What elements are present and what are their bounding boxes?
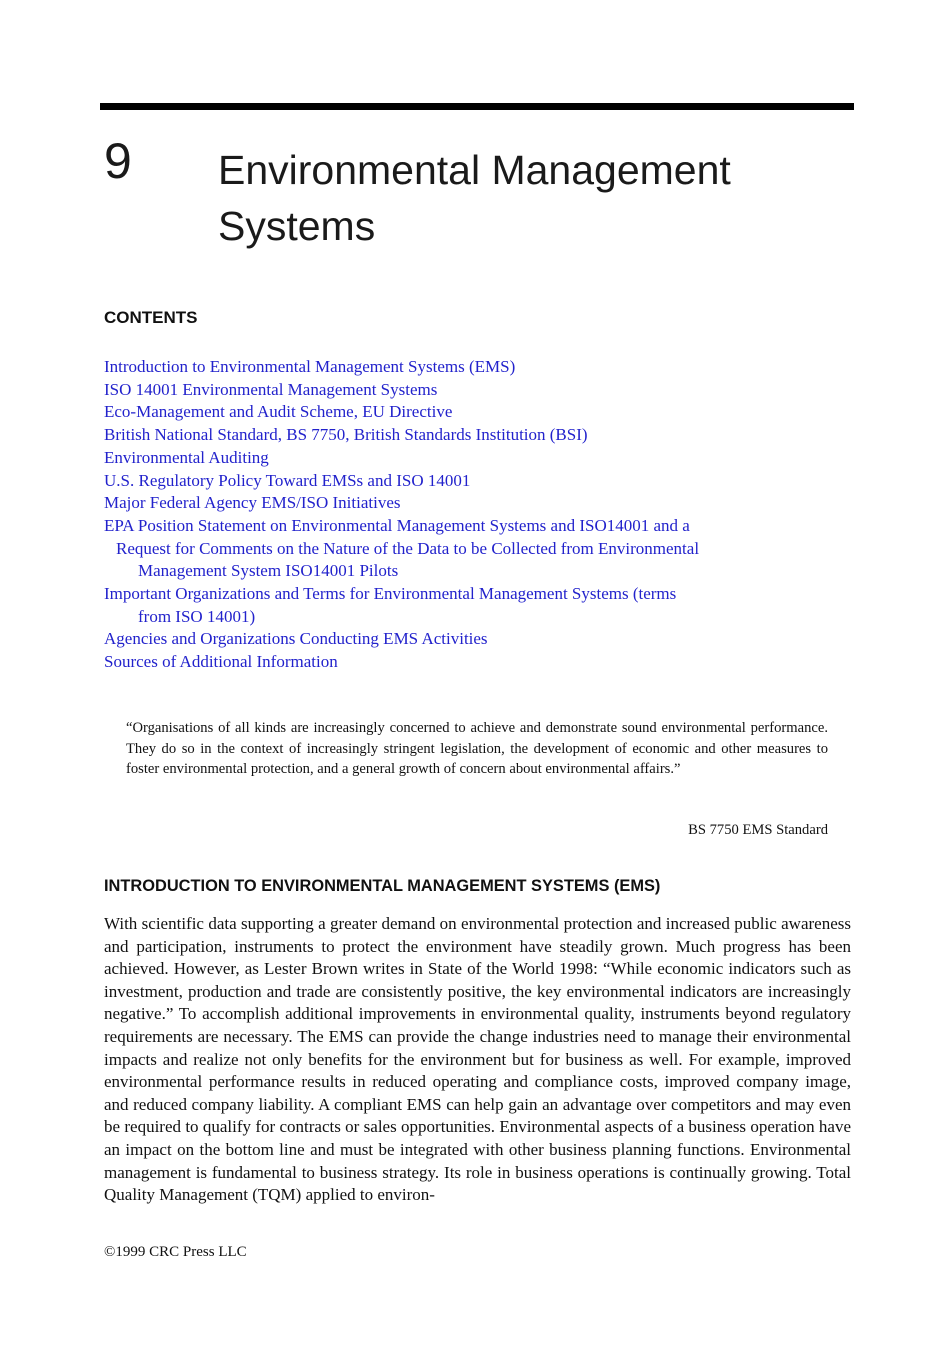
chapter-title	[218, 142, 838, 254]
copyright-footer: ©1999 CRC Press LLC	[104, 1244, 247, 1260]
toc-item	[104, 651, 804, 674]
toc-link-federal-agency-initiatives[interactable]: Major Federal Agency EMS/ISO Initiatives	[104, 493, 401, 513]
toc-item	[104, 583, 804, 628]
toc-link-important-organizations-cont-1[interactable]: from ISO 14001)	[138, 606, 256, 626]
toc-item	[104, 356, 804, 379]
toc-link-iso-14001[interactable]: ISO 14001 Environmental Management Systems	[104, 379, 438, 399]
toc-link-environmental-auditing[interactable]: Environmental Auditing	[104, 447, 269, 467]
chapter-top-rule	[100, 103, 854, 110]
toc-item	[104, 401, 804, 424]
chapter-title-line-1: Environmental Management	[218, 147, 731, 193]
chapter-title-line-2: Systems	[218, 203, 376, 249]
toc-item	[104, 424, 804, 447]
chapter-number: 9	[104, 133, 132, 189]
toc-link-introduction[interactable]: Introduction to Environmental Management Systems (EMS)	[104, 357, 516, 376]
toc-link-epa-position-statement-cont-2[interactable]: Management System ISO14001 Pilots	[138, 561, 399, 581]
toc-link-additional-information[interactable]: Sources of Additional Information	[104, 652, 338, 672]
toc-item	[104, 492, 804, 515]
toc-link-epa-position-statement-cont-1[interactable]: Request for Comments on the Nature of the Data to be Collected from Environmental	[116, 538, 700, 558]
toc-link-important-organizations[interactable]: Important Organizations and Terms for Environmental Management Systems (terms	[104, 584, 677, 604]
section-body-paragraph: With scientific data supporting a greater demand on environmental protection and increased public awareness and participation, instruments to protect the environment have steadily grown. Much progress has been achieved. However, as Lester Brown writes in State of the World 1998: “While economic indicators such as investment, production and trade are consistently positive, the key environmental indicators are increasingly negative.” To accomplish additional improvements in environmental quality, instruments beyond regulatory requirements are necessary. The EMS can provide the change industries need to manage their environmental impacts and realize not only benefits for the environment but for business as well. For example, improved environmental performance results in reduced operating and compliance costs, improved company image, and reduced company liability. A compliant EMS can help gain an advantage over competitors and may even be required to qualify for contracts or sales opportunities. Environmental aspects of a business operation have an impact on the bottom line and must be integrated with other business planning functions. Environmental management is fundamental to business strategy. Its role in business operations is continually growing. Total Quality Management (TQM) applied to environ-	[104, 914, 851, 1205]
toc-link-agencies-organizations[interactable]: Agencies and Organizations Conducting EMS Activities	[104, 629, 488, 649]
section-heading: INTRODUCTION TO ENVIRONMENTAL MANAGEMENT SYSTEMS (EMS)	[104, 877, 661, 895]
epigraph-attribution: BS 7750 EMS Standard	[688, 822, 828, 838]
toc-link-us-regulatory-policy[interactable]: U.S. Regulatory Policy Toward EMSs and ISO 14001	[104, 470, 471, 490]
toc-link-bs-7750[interactable]: British National Standard, BS 7750, British Standards Institution (BSI)	[104, 425, 588, 445]
epigraph-quote: “Organisations of all kinds are increasingly concerned to achieve and demonstrate sound environmental performance. They do so in the context of increasingly stringent legislation, the development of economic and other measures to foster environmental protection, and a general growth of concern about environmental affairs.”	[126, 720, 828, 778]
toc-item	[104, 628, 804, 651]
toc-item	[104, 379, 804, 402]
toc-item	[104, 447, 804, 470]
toc-item	[104, 470, 804, 493]
toc-item	[104, 515, 804, 583]
contents-heading: CONTENTS	[104, 308, 198, 327]
toc-link-eco-management[interactable]: Eco-Management and Audit Scheme, EU Directive	[104, 402, 453, 422]
toc-link-epa-position-statement[interactable]: EPA Position Statement on Environmental Management Systems and ISO14001 and a	[104, 515, 690, 535]
table-of-contents	[104, 356, 804, 674]
